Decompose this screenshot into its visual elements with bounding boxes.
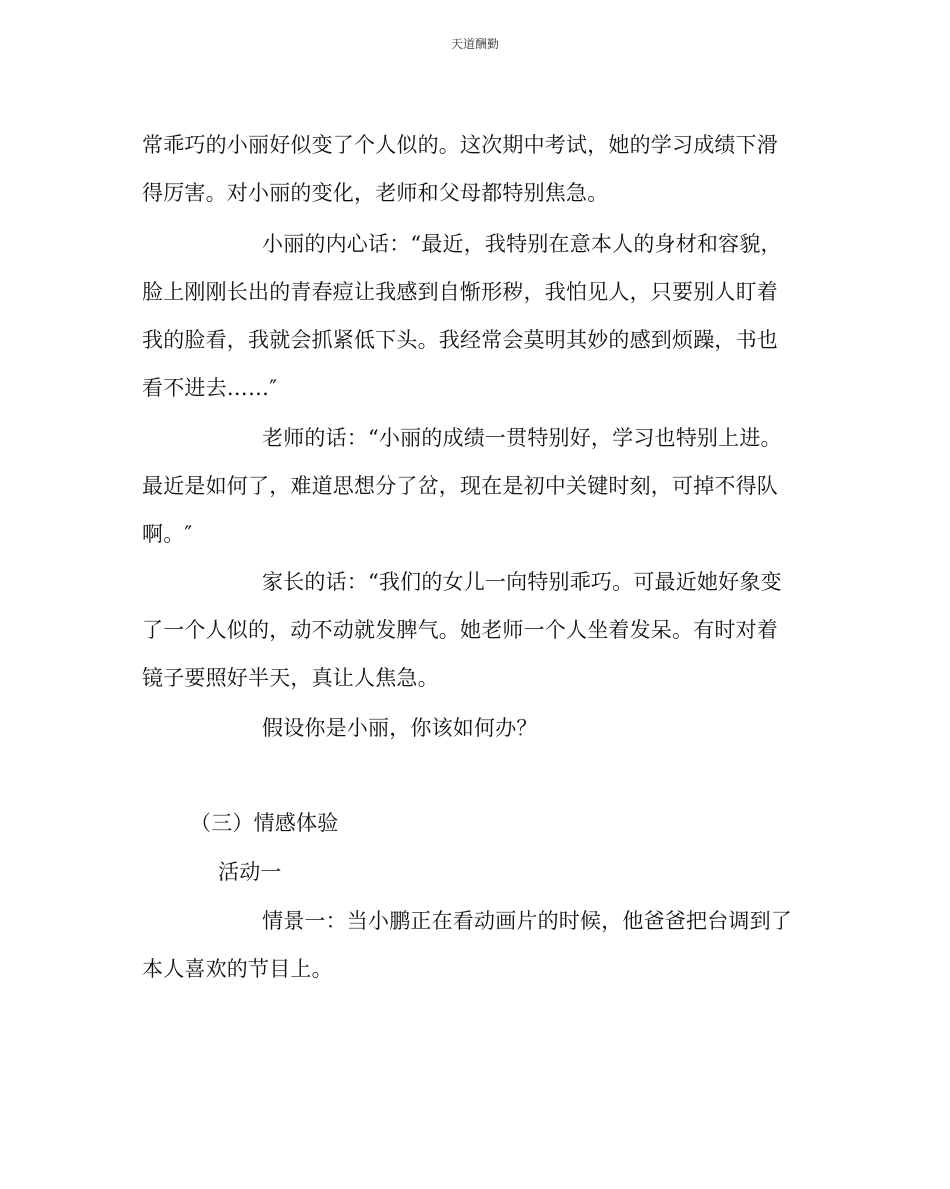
paragraph-line: 脸上刚刚长出的青春痘让我感到自惭形秽，我怕见人，只要别人盯着 (142, 280, 778, 304)
paragraph-line: 老师的话：“小丽的成绩一贯特别好，学习也特别上进。 (262, 426, 782, 450)
page-header: 天道酬勤 (450, 37, 499, 51)
paragraph-line: 了一个人似的，动不动就发脾气。她老师一个人坐着发呆。有时对着 (142, 618, 778, 642)
section-heading: （三）情感体验 (190, 811, 339, 835)
paragraph-line: 情景一：当小鹏正在看动画片的时候，他爸爸把台调到了 (262, 909, 792, 933)
paragraph-line: 本人喜欢的节目上。 (142, 957, 333, 981)
paragraph-line: 看不进去……″ (142, 376, 278, 400)
paragraph-line: 镜子要照好半天，真让人焦急。 (142, 666, 439, 690)
paragraph-line: 我的脸看，我就会抓紧低下头。我经常会莫明其妙的感到烦躁，书也 (142, 328, 778, 352)
paragraph-line: 常乖巧的小丽好似变了个人似的。这次期中考试，她的学习成绩下滑 (142, 133, 778, 157)
paragraph-line: 最近是如何了，难道思想分了岔，现在是初中关键时刻，可掉不得队 (142, 474, 778, 498)
paragraph-line: 得厉害。对小丽的变化，老师和父母都特别焦急。 (142, 181, 609, 205)
paragraph-line: 家长的话：“我们的女儿一向特别乖巧。可最近她好象变 (262, 570, 782, 594)
paragraph-line: 啊。″ (142, 522, 193, 546)
paragraph-line: 小丽的内心话：“最近，我特别在意本人的身材和容貌， (262, 232, 782, 256)
activity-label: 活动一 (218, 860, 282, 884)
paragraph-line: 假设你是小丽，你该如何办？ (262, 716, 538, 740)
